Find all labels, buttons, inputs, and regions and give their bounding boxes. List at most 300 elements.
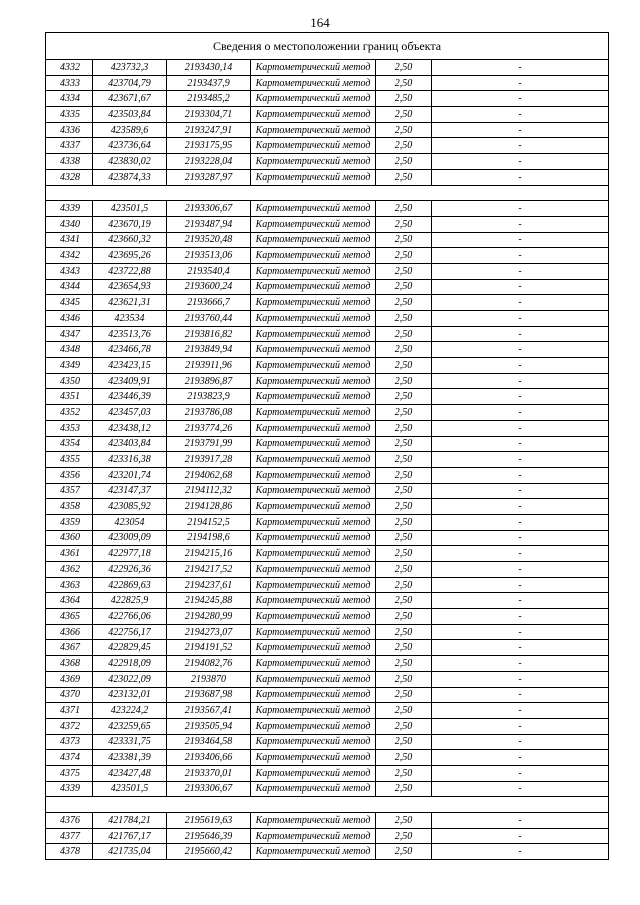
- accuracy-cell: 2,50: [376, 420, 432, 436]
- table-row: [46, 405, 609, 421]
- y-coordinate-cell: 2194062,68: [167, 467, 251, 483]
- point-number-cell: 4333: [46, 75, 93, 91]
- method-cell: Картометрический метод: [251, 405, 376, 421]
- point-number-cell: 4372: [46, 718, 93, 734]
- y-coordinate-cell: 2193406,66: [167, 750, 251, 766]
- accuracy-cell: 2,50: [376, 91, 432, 107]
- point-number-cell: 4371: [46, 703, 93, 719]
- accuracy-cell: 2,50: [376, 248, 432, 264]
- accuracy-cell: 2,50: [376, 624, 432, 640]
- y-coordinate-cell: 2193870: [167, 671, 251, 687]
- point-number-cell: 4343: [46, 263, 93, 279]
- description-cell: -: [432, 60, 609, 76]
- point-number-cell: 4334: [46, 91, 93, 107]
- point-number-cell: 4373: [46, 734, 93, 750]
- accuracy-cell: 2,50: [376, 263, 432, 279]
- x-coordinate-cell: 423660,32: [93, 232, 167, 248]
- x-coordinate-cell: 423147,37: [93, 483, 167, 499]
- method-cell: Картометрический метод: [251, 436, 376, 452]
- y-coordinate-cell: 2195646,39: [167, 828, 251, 844]
- accuracy-cell: 2,50: [376, 467, 432, 483]
- x-coordinate-cell: 421767,17: [93, 828, 167, 844]
- point-number-cell: 4336: [46, 122, 93, 138]
- point-number-cell: 4341: [46, 232, 93, 248]
- table-row: [46, 138, 609, 154]
- accuracy-cell: 2,50: [376, 405, 432, 421]
- method-cell: Картометрический метод: [251, 577, 376, 593]
- x-coordinate-cell: 423466,78: [93, 342, 167, 358]
- accuracy-cell: 2,50: [376, 232, 432, 248]
- method-cell: Картометрический метод: [251, 358, 376, 374]
- point-number-cell: 4368: [46, 656, 93, 672]
- group-separator-row: [46, 185, 609, 201]
- y-coordinate-cell: 2194112,32: [167, 483, 251, 499]
- method-cell: Картометрический метод: [251, 718, 376, 734]
- boundary-coordinates-table: [45, 32, 609, 860]
- y-coordinate-cell: 2194245,88: [167, 593, 251, 609]
- y-coordinate-cell: 2194237,61: [167, 577, 251, 593]
- point-number-cell: 4364: [46, 593, 93, 609]
- x-coordinate-cell: 423022,09: [93, 671, 167, 687]
- table-row: [46, 232, 609, 248]
- point-number-cell: 4349: [46, 358, 93, 374]
- y-coordinate-cell: 2193228,04: [167, 154, 251, 170]
- y-coordinate-cell: 2194273,07: [167, 624, 251, 640]
- accuracy-cell: 2,50: [376, 436, 432, 452]
- method-cell: Картометрический метод: [251, 514, 376, 530]
- table-title-row: [46, 33, 609, 60]
- method-cell: Картометрический метод: [251, 703, 376, 719]
- point-number-cell: 4367: [46, 640, 93, 656]
- x-coordinate-cell: 423331,75: [93, 734, 167, 750]
- description-cell: -: [432, 326, 609, 342]
- point-number-cell: 4347: [46, 326, 93, 342]
- table-row: [46, 593, 609, 609]
- x-coordinate-cell: 423874,33: [93, 169, 167, 185]
- description-cell: -: [432, 781, 609, 797]
- accuracy-cell: 2,50: [376, 609, 432, 625]
- x-coordinate-cell: 423438,12: [93, 420, 167, 436]
- description-cell: -: [432, 169, 609, 185]
- point-number-cell: 4366: [46, 624, 93, 640]
- method-cell: Картометрический метод: [251, 828, 376, 844]
- method-cell: Картометрический метод: [251, 499, 376, 515]
- y-coordinate-cell: 2194152,5: [167, 514, 251, 530]
- point-number-cell: 4360: [46, 530, 93, 546]
- description-cell: -: [432, 263, 609, 279]
- method-cell: Картометрический метод: [251, 232, 376, 248]
- y-coordinate-cell: 2195660,42: [167, 844, 251, 860]
- method-cell: Картометрический метод: [251, 75, 376, 91]
- method-cell: Картометрический метод: [251, 609, 376, 625]
- method-cell: Картометрический метод: [251, 91, 376, 107]
- table-row: [46, 295, 609, 311]
- accuracy-cell: 2,50: [376, 107, 432, 123]
- description-cell: -: [432, 765, 609, 781]
- method-cell: Картометрический метод: [251, 154, 376, 170]
- method-cell: Картометрический метод: [251, 169, 376, 185]
- accuracy-cell: 2,50: [376, 671, 432, 687]
- table-row: [46, 311, 609, 327]
- point-number-cell: 4356: [46, 467, 93, 483]
- accuracy-cell: 2,50: [376, 844, 432, 860]
- description-cell: -: [432, 530, 609, 546]
- description-cell: -: [432, 248, 609, 264]
- table-row: [46, 844, 609, 860]
- method-cell: Картометрический метод: [251, 530, 376, 546]
- description-cell: -: [432, 844, 609, 860]
- description-cell: -: [432, 107, 609, 123]
- x-coordinate-cell: 423085,92: [93, 499, 167, 515]
- table-row: [46, 358, 609, 374]
- x-coordinate-cell: 423201,74: [93, 467, 167, 483]
- y-coordinate-cell: 2193849,94: [167, 342, 251, 358]
- point-number-cell: 4357: [46, 483, 93, 499]
- method-cell: Картометрический метод: [251, 326, 376, 342]
- method-cell: Картометрический метод: [251, 311, 376, 327]
- x-coordinate-cell: 423830,02: [93, 154, 167, 170]
- group-separator-row: [46, 797, 609, 813]
- table-row: [46, 813, 609, 829]
- accuracy-cell: 2,50: [376, 483, 432, 499]
- table-row: [46, 373, 609, 389]
- accuracy-cell: 2,50: [376, 201, 432, 217]
- description-cell: -: [432, 232, 609, 248]
- table-row: [46, 750, 609, 766]
- description-cell: -: [432, 452, 609, 468]
- table-row: [46, 154, 609, 170]
- point-number-cell: 4370: [46, 687, 93, 703]
- point-number-cell: 4374: [46, 750, 93, 766]
- table-row: [46, 107, 609, 123]
- description-cell: -: [432, 609, 609, 625]
- table-title: Сведения о местоположении границ объекта: [46, 33, 609, 60]
- group-separator-cell: [46, 797, 609, 813]
- method-cell: Картометрический метод: [251, 562, 376, 578]
- x-coordinate-cell: 423722,88: [93, 263, 167, 279]
- point-number-cell: 4353: [46, 420, 93, 436]
- y-coordinate-cell: 2193786,08: [167, 405, 251, 421]
- table-row: [46, 530, 609, 546]
- accuracy-cell: 2,50: [376, 577, 432, 593]
- x-coordinate-cell: 423621,31: [93, 295, 167, 311]
- point-number-cell: 4352: [46, 405, 93, 421]
- point-number-cell: 4342: [46, 248, 93, 264]
- description-cell: -: [432, 703, 609, 719]
- y-coordinate-cell: 2194215,16: [167, 546, 251, 562]
- accuracy-cell: 2,50: [376, 311, 432, 327]
- x-coordinate-cell: 423501,5: [93, 201, 167, 217]
- accuracy-cell: 2,50: [376, 499, 432, 515]
- method-cell: Картометрический метод: [251, 122, 376, 138]
- y-coordinate-cell: 2193816,82: [167, 326, 251, 342]
- method-cell: Картометрический метод: [251, 687, 376, 703]
- method-cell: Картометрический метод: [251, 467, 376, 483]
- x-coordinate-cell: 423423,15: [93, 358, 167, 374]
- point-number-cell: 4354: [46, 436, 93, 452]
- table-row: [46, 389, 609, 405]
- y-coordinate-cell: 2193666,7: [167, 295, 251, 311]
- y-coordinate-cell: 2193823,9: [167, 389, 251, 405]
- point-number-cell: 4375: [46, 765, 93, 781]
- accuracy-cell: 2,50: [376, 530, 432, 546]
- x-coordinate-cell: 423009,09: [93, 530, 167, 546]
- y-coordinate-cell: 2193513,06: [167, 248, 251, 264]
- table-row: [46, 703, 609, 719]
- y-coordinate-cell: 2193437,9: [167, 75, 251, 91]
- table-row: [46, 562, 609, 578]
- point-number-cell: 4365: [46, 609, 93, 625]
- description-cell: -: [432, 154, 609, 170]
- accuracy-cell: 2,50: [376, 514, 432, 530]
- x-coordinate-cell: 422918,09: [93, 656, 167, 672]
- y-coordinate-cell: 2193304,71: [167, 107, 251, 123]
- x-coordinate-cell: 422829,45: [93, 640, 167, 656]
- table-row: [46, 624, 609, 640]
- description-cell: -: [432, 828, 609, 844]
- x-coordinate-cell: 422756,17: [93, 624, 167, 640]
- x-coordinate-cell: 423671,67: [93, 91, 167, 107]
- method-cell: Картометрический метод: [251, 656, 376, 672]
- x-coordinate-cell: 421784,21: [93, 813, 167, 829]
- x-coordinate-cell: 423381,39: [93, 750, 167, 766]
- point-number-cell: 4335: [46, 107, 93, 123]
- description-cell: -: [432, 483, 609, 499]
- y-coordinate-cell: 2193896,87: [167, 373, 251, 389]
- method-cell: Картометрический метод: [251, 342, 376, 358]
- method-cell: Картометрический метод: [251, 279, 376, 295]
- accuracy-cell: 2,50: [376, 593, 432, 609]
- y-coordinate-cell: 2194280,99: [167, 609, 251, 625]
- table-row: [46, 216, 609, 232]
- x-coordinate-cell: 421735,04: [93, 844, 167, 860]
- description-cell: -: [432, 358, 609, 374]
- table-row: [46, 546, 609, 562]
- accuracy-cell: 2,50: [376, 734, 432, 750]
- description-cell: -: [432, 734, 609, 750]
- x-coordinate-cell: 423259,65: [93, 718, 167, 734]
- x-coordinate-cell: 423403,84: [93, 436, 167, 452]
- y-coordinate-cell: 2193540,4: [167, 263, 251, 279]
- point-number-cell: 4376: [46, 813, 93, 829]
- accuracy-cell: 2,50: [376, 138, 432, 154]
- method-cell: Картометрический метод: [251, 201, 376, 217]
- accuracy-cell: 2,50: [376, 169, 432, 185]
- method-cell: Картометрический метод: [251, 263, 376, 279]
- x-coordinate-cell: 423457,03: [93, 405, 167, 421]
- description-cell: -: [432, 342, 609, 358]
- accuracy-cell: 2,50: [376, 295, 432, 311]
- method-cell: Картометрический метод: [251, 107, 376, 123]
- accuracy-cell: 2,50: [376, 279, 432, 295]
- y-coordinate-cell: 2193306,67: [167, 201, 251, 217]
- method-cell: Картометрический метод: [251, 813, 376, 829]
- y-coordinate-cell: 2193911,96: [167, 358, 251, 374]
- description-cell: -: [432, 201, 609, 217]
- description-cell: -: [432, 514, 609, 530]
- table-row: [46, 734, 609, 750]
- x-coordinate-cell: 423704,79: [93, 75, 167, 91]
- y-coordinate-cell: 2193306,67: [167, 781, 251, 797]
- group-separator-cell: [46, 185, 609, 201]
- description-cell: -: [432, 499, 609, 515]
- y-coordinate-cell: 2193520,48: [167, 232, 251, 248]
- x-coordinate-cell: 423736,64: [93, 138, 167, 154]
- description-cell: -: [432, 122, 609, 138]
- table-row: [46, 75, 609, 91]
- x-coordinate-cell: 423132,01: [93, 687, 167, 703]
- table-body: [46, 60, 609, 860]
- y-coordinate-cell: 2194191,52: [167, 640, 251, 656]
- y-coordinate-cell: 2193175,95: [167, 138, 251, 154]
- table-row: [46, 687, 609, 703]
- x-coordinate-cell: 422869,63: [93, 577, 167, 593]
- table-row: [46, 263, 609, 279]
- point-number-cell: 4345: [46, 295, 93, 311]
- page-number: 164: [310, 15, 330, 30]
- accuracy-cell: 2,50: [376, 718, 432, 734]
- description-cell: -: [432, 216, 609, 232]
- point-number-cell: 4355: [46, 452, 93, 468]
- description-cell: -: [432, 405, 609, 421]
- method-cell: Картометрический метод: [251, 60, 376, 76]
- accuracy-cell: 2,50: [376, 546, 432, 562]
- accuracy-cell: 2,50: [376, 781, 432, 797]
- description-cell: -: [432, 420, 609, 436]
- x-coordinate-cell: 423670,19: [93, 216, 167, 232]
- table-row: [46, 499, 609, 515]
- method-cell: Картометрический метод: [251, 624, 376, 640]
- point-number-cell: 4346: [46, 311, 93, 327]
- y-coordinate-cell: 2193687,98: [167, 687, 251, 703]
- x-coordinate-cell: 423695,26: [93, 248, 167, 264]
- y-coordinate-cell: 2193760,44: [167, 311, 251, 327]
- point-number-cell: 4340: [46, 216, 93, 232]
- accuracy-cell: 2,50: [376, 813, 432, 829]
- x-coordinate-cell: 423316,38: [93, 452, 167, 468]
- description-cell: -: [432, 295, 609, 311]
- table-row: [46, 279, 609, 295]
- method-cell: Картометрический метод: [251, 483, 376, 499]
- x-coordinate-cell: 423534: [93, 311, 167, 327]
- point-number-cell: 4377: [46, 828, 93, 844]
- x-coordinate-cell: 423224,2: [93, 703, 167, 719]
- table-row: [46, 326, 609, 342]
- description-cell: -: [432, 813, 609, 829]
- point-number-cell: 4363: [46, 577, 93, 593]
- point-number-cell: 4337: [46, 138, 93, 154]
- y-coordinate-cell: 2193485,2: [167, 91, 251, 107]
- table-row: [46, 169, 609, 185]
- table-row: [46, 656, 609, 672]
- accuracy-cell: 2,50: [376, 358, 432, 374]
- x-coordinate-cell: 423589,6: [93, 122, 167, 138]
- point-number-cell: 4350: [46, 373, 93, 389]
- table-row: [46, 60, 609, 76]
- method-cell: Картометрический метод: [251, 389, 376, 405]
- table-row: [46, 765, 609, 781]
- x-coordinate-cell: 423501,5: [93, 781, 167, 797]
- method-cell: Картометрический метод: [251, 640, 376, 656]
- x-coordinate-cell: 423654,93: [93, 279, 167, 295]
- description-cell: -: [432, 562, 609, 578]
- point-number-cell: 4339: [46, 781, 93, 797]
- table-row: [46, 718, 609, 734]
- x-coordinate-cell: 422766,06: [93, 609, 167, 625]
- x-coordinate-cell: 423513,76: [93, 326, 167, 342]
- x-coordinate-cell: 423409,91: [93, 373, 167, 389]
- description-cell: -: [432, 279, 609, 295]
- description-cell: -: [432, 687, 609, 703]
- x-coordinate-cell: 423446,39: [93, 389, 167, 405]
- table-row: [46, 91, 609, 107]
- method-cell: Картометрический метод: [251, 844, 376, 860]
- accuracy-cell: 2,50: [376, 562, 432, 578]
- x-coordinate-cell: 422977,18: [93, 546, 167, 562]
- accuracy-cell: 2,50: [376, 326, 432, 342]
- y-coordinate-cell: 2193917,28: [167, 452, 251, 468]
- point-number-cell: 4332: [46, 60, 93, 76]
- description-cell: -: [432, 75, 609, 91]
- point-number-cell: 4369: [46, 671, 93, 687]
- accuracy-cell: 2,50: [376, 342, 432, 358]
- method-cell: Картометрический метод: [251, 593, 376, 609]
- description-cell: -: [432, 389, 609, 405]
- accuracy-cell: 2,50: [376, 687, 432, 703]
- y-coordinate-cell: 2193567,41: [167, 703, 251, 719]
- method-cell: Картометрический метод: [251, 373, 376, 389]
- table-row: [46, 452, 609, 468]
- description-cell: -: [432, 546, 609, 562]
- x-coordinate-cell: 423427,48: [93, 765, 167, 781]
- point-number-cell: 4358: [46, 499, 93, 515]
- method-cell: Картометрический метод: [251, 216, 376, 232]
- point-number-cell: 4348: [46, 342, 93, 358]
- method-cell: Картометрический метод: [251, 546, 376, 562]
- y-coordinate-cell: 2193774,26: [167, 420, 251, 436]
- method-cell: Картометрический метод: [251, 420, 376, 436]
- point-number-cell: 4351: [46, 389, 93, 405]
- y-coordinate-cell: 2193370,01: [167, 765, 251, 781]
- table-row: [46, 609, 609, 625]
- point-number-cell: 4339: [46, 201, 93, 217]
- x-coordinate-cell: 422825,9: [93, 593, 167, 609]
- y-coordinate-cell: 2193505,94: [167, 718, 251, 734]
- point-number-cell: 4361: [46, 546, 93, 562]
- description-cell: -: [432, 91, 609, 107]
- accuracy-cell: 2,50: [376, 122, 432, 138]
- description-cell: -: [432, 671, 609, 687]
- table-row: [46, 671, 609, 687]
- description-cell: -: [432, 311, 609, 327]
- accuracy-cell: 2,50: [376, 640, 432, 656]
- accuracy-cell: 2,50: [376, 154, 432, 170]
- point-number-cell: 4359: [46, 514, 93, 530]
- table-row: [46, 514, 609, 530]
- table-row: [46, 342, 609, 358]
- table-row: [46, 436, 609, 452]
- table-row: [46, 201, 609, 217]
- description-cell: -: [432, 718, 609, 734]
- method-cell: Картометрический метод: [251, 452, 376, 468]
- table-row: [46, 640, 609, 656]
- y-coordinate-cell: 2193600,24: [167, 279, 251, 295]
- table-row: [46, 577, 609, 593]
- description-cell: -: [432, 577, 609, 593]
- accuracy-cell: 2,50: [376, 750, 432, 766]
- description-cell: -: [432, 656, 609, 672]
- table-row: [46, 781, 609, 797]
